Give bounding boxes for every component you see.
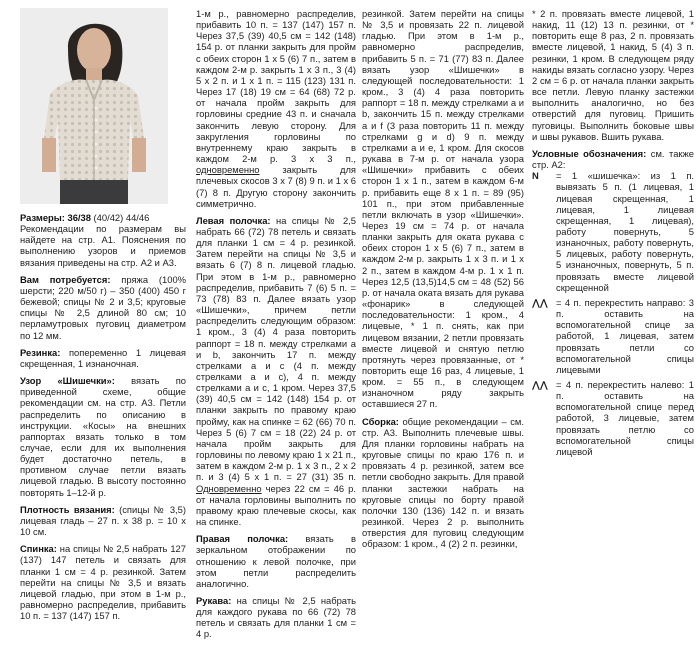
pattern-section (20, 375, 186, 498)
assembly-continued-text: * 2 п. провязать вместе лицевой, 1 накид, 11 (12) 13 п. резинки, от * повторить еще 8 раз, 2 п. провязать вместе лицевой, 1 накид, 5 (4) 3 п. резинки, 1 кром. В следующем ряду накиды вязать согласно узору. Через 2 см = 6 р. от начала планки закрыть все петли. Левую планку застежки выполнить аналогично, но без отверстий для пуговиц. Пришить пуговицы. Выполнить боковые швы и швы рукавов. Вшить рукава. (532, 8, 694, 142)
left-simultaneously-word: Одновременно (196, 482, 262, 494)
back-section (20, 543, 186, 621)
back-continued-text: 1-м р., равномерно распределив, прибавить 10 п. = 137 (147) 157 п. Через 37,5 (39) 40,5 см = 142 (148) 154 р. от планки закрыть для пройм с обеих сторон 1 х 5 (6) 7 п., затем в каждом 2-м р. закрыть 1 х 3 п., 3 (4) 5 х 2 п. и 1 х 1 п. = 115 (123) 131 п. Через 17 (18) 19 см = 64 (68) 72 р. от начала пройм закрыть для горловины средние 43 п. и сначала закончить левую сторону. Для закругления горловины по внутреннему краю закрыть в каждом 2-м р. 3 х 3 п., (196, 8, 356, 165)
density-text: (спицы № 3,5) лицевая гладь – 27 п. х 38 р. = 10 х 10 см. (20, 503, 186, 538)
legend-item-cross-right (532, 297, 694, 375)
legend-section (532, 148, 694, 170)
materials-text: пряжа (100% шерсти; 220 м/50 г) – 350 (400) 450 г бежевой; спицы № 2 и 3,5; круговые спицы № 2,5 длиной 80 см; 10 перламутровых пуговиц диаметром по 12 мм. (20, 273, 186, 341)
model-photo (20, 8, 168, 204)
left-front-heading: Левая полочка: (196, 214, 271, 226)
cross-left-symbol: ⋀⋀ (532, 379, 548, 390)
materials-section (20, 274, 186, 341)
legend-heading: Условные обозначения: (532, 147, 647, 159)
text-column-2 (196, 8, 356, 664)
right-front-heading: Правая полочка: (196, 533, 289, 545)
sleeves-continued-text: резинкой. Затем перейти на спицы № 3,5 и провязать 22 п. лицевой гладью. При этом в 1-м р., равномерно распределив, прибавить 5 п. = 71 (77) 83 п. Далее вязать узор «Шишечки» в следующей последовательности: 1 кром., 3 (4) 4 раза повторить раппорт = 18 п. между стрелками а и b, закончить 15 п. между стрелками а и f (3 раза повторить 11 п. между стрелками g и d) 9 п. между стрелками а и e, 1 кром. Для скосов рукава в 7-м р. от начала узора «Шишечки» прибавить с обеих сторон 1 х 1 п., затем в каждом 6-м р. прибавить еще 8 х 1 п. = 89 (95) 101 п., при этом прибавленные петли включать в узор «Шишечки». Через 19 см = 74 р. от начала планки закрыть для оката рукава с обеих сторон 1 х 5 (6) 7 п., затем в каждом 2-м р. закрыть 1 х 3 п. и 1 х 2 п., затем в каждом 4-м р. 1 х 1 п. Через 12,5 (13,5)14,5 см = 48 (52) 56 р. от начала оката вязать для рукава «фонарик» в следующей последовательности: 1 кром., 4 лицевые, * 1 п. снять, как при лицевом вязании, 2 петли провязать вместе лицевой и снятую петлю протянуть через провязанные, от * повторить еще 16 раз, 4 лицевые, 1 кром. = 55 п., в следующем изнаночном ряду закрыть оставшиеся 27 п. (362, 8, 524, 410)
text-column-4 (532, 8, 694, 664)
sizes-section (20, 212, 186, 268)
back-heading: Спинка: (20, 543, 57, 555)
density-heading: Плотность вязания: (20, 503, 115, 515)
back-text: на спицы № 2,5 набрать 127 (137) 147 петель и связать для планки 1 см = 4 р. резинкой. Затем перейти на спицы № 3,5 и вязать лицевой гладью, при этом в 1-м р., равномерно распределив, прибавить 10 п. = 137 (147) 157 п. (20, 543, 186, 622)
pattern-heading: Узор «Шишечки»: (20, 375, 115, 387)
back-continued-end: закрыть для плечевых скосов 3 х 7 (8) 9 п. и 1 х 6 (7) 8 п. Другую сторону закончить симметрично. (196, 164, 356, 209)
text-column-1 (20, 212, 186, 664)
left-front-section (196, 215, 356, 527)
pattern-text: вязать по приведенной схеме, общие рекомендации см. на стр. А3. Петли распределить по описанию в инструкции. «Косы» на внешних раппортах вязать только в том случае, если для их выполнения будет достаточно петель, в противном случае петли вязать лицевой гладью. В высоту постоянно повторять 1–12-й р. (20, 375, 186, 498)
sleeves-text: на спицы № 2,5 набрать для каждого рукава по 66 (72) 78 петель и связать для планки 1 см = 4 р. (196, 594, 356, 640)
legend-text: = 4 п. перекрестить направо: 3 п. оставить на вспомогательной спице за работой, 1 лицевая, затем провязать петли со вспомогательной спицы лицевыми (556, 296, 694, 375)
rib-text: попеременно 1 лицевая скрещенная, 1 изнаночная. (20, 346, 186, 369)
back-continued (196, 8, 356, 209)
rib-section (20, 347, 186, 369)
assembly-continued (532, 8, 694, 142)
right-front-text: вязать в зеркальном отображении по отношению к левой полочке, при этом петли распределить аналогично. (196, 533, 356, 589)
sizes-text: Рекомендации по размерам вы найдете на стр. А1. Пояснения по выполнению узоров и приемов вязания приведены на стр. А2 и А3. (20, 223, 186, 268)
left-front-text: на спицы № 2,5 набрать 66 (72) 78 петель и связать для планки 1 см = 4 р. резинкой. Затем перейти на спицы № 3,5 и вязать 6 (7) 8 п. лицевой гладью. При этом в 1-м р., равномерно распределив, прибавить 7 (6) 5 п. = 73 (78) 83 п. Далее вязать узор «Шишечки», причем петли распределить следующим образом: 1 кром., 3 (4) 4 раза повторить раппорт = 18 п. между стрелками а и b, закончить 17 п. между стрелками a и с (4 п. между стрелками а и с), 4 п. между стрелками а и с, 1 кром. Через 37,5 (39) 40,5 см = 142 (148) 154 р. от планки закрыть по правому краю пройму, как на спинке = 62 (66) 70 п. Через 5 (6) 7 см = 18 (22) 24 р. от начала пройм закрыть для горловины по левому краю 1 х 21 п., затем в каждом 2-м р. 1 х 3 п., 2 х 2 п. и 3 (4) 5 х 1 п. = 27 (31) 35 п. (196, 214, 356, 483)
assembly-heading: Сборка: (362, 415, 399, 427)
legend-item-cross-left (532, 379, 694, 457)
density-section (20, 504, 186, 537)
text-column-3 (362, 8, 524, 664)
model-illustration (20, 8, 168, 204)
simultaneously-word: одновременно (196, 164, 260, 176)
rib-heading: Резинка: (20, 346, 61, 358)
assembly-text: общие рекомендации – см. стр. А3. Выполнить плечевые швы. Для планки горловины набрать на круговые спицы по краю 176 п. и провязать 4 р. резинкой, затем все петли свободно закрыть. Для правой планки застежки набрать на круговые спицы по борту правой полочки 130 (136) 142 п. и вязать резинкой. Через 2 р. выполнить отверстия для пуговиц следующим образом: 1 кром., 4 (2) 2 п. резинки, (362, 415, 524, 550)
sleeves-heading: Рукава: (196, 594, 232, 606)
legend-item-bobble (532, 170, 694, 293)
sizes-values: (40/42) 44/46 (90, 212, 150, 223)
legend-text: = 4 п. перекрестить налево: 1 п. оставить на вспомогательной спице перед работой, 3 лицевые, затем провязать петлю со вспомогательной спицы лицевой (556, 379, 694, 457)
legend-text: = 1 «шишечка»: из 1 п. вывязать 5 п. (1 лицевая, 1 лицевая скрещенная, 1 лицевая, 1 лицевая скрещенная, 1 лицевая), работу повернуть, 5 изнаночных, работу повернуть, 5 лицевых, работу повернуть, 5 изнаночных, повернуть, 5 п. провязать вместе лицевой скрещенной (556, 170, 694, 293)
sizes-heading: Размеры: 36/38 (20, 212, 91, 223)
legend-intro: см. также стр. А2: (532, 147, 694, 171)
bobble-symbol: N (532, 170, 539, 182)
sleeves-continued (362, 8, 524, 410)
sleeves-section (196, 595, 356, 640)
assembly-section (362, 416, 524, 550)
left-front-end: через 22 см = 46 р. от начала горловины выполнить по правому краю плечевые скосы, как на спинке. (196, 482, 356, 528)
materials-heading: Вам потребуется: (20, 273, 111, 285)
right-front-section (196, 533, 356, 589)
cross-right-symbol: ⋀⋀ (532, 296, 548, 308)
